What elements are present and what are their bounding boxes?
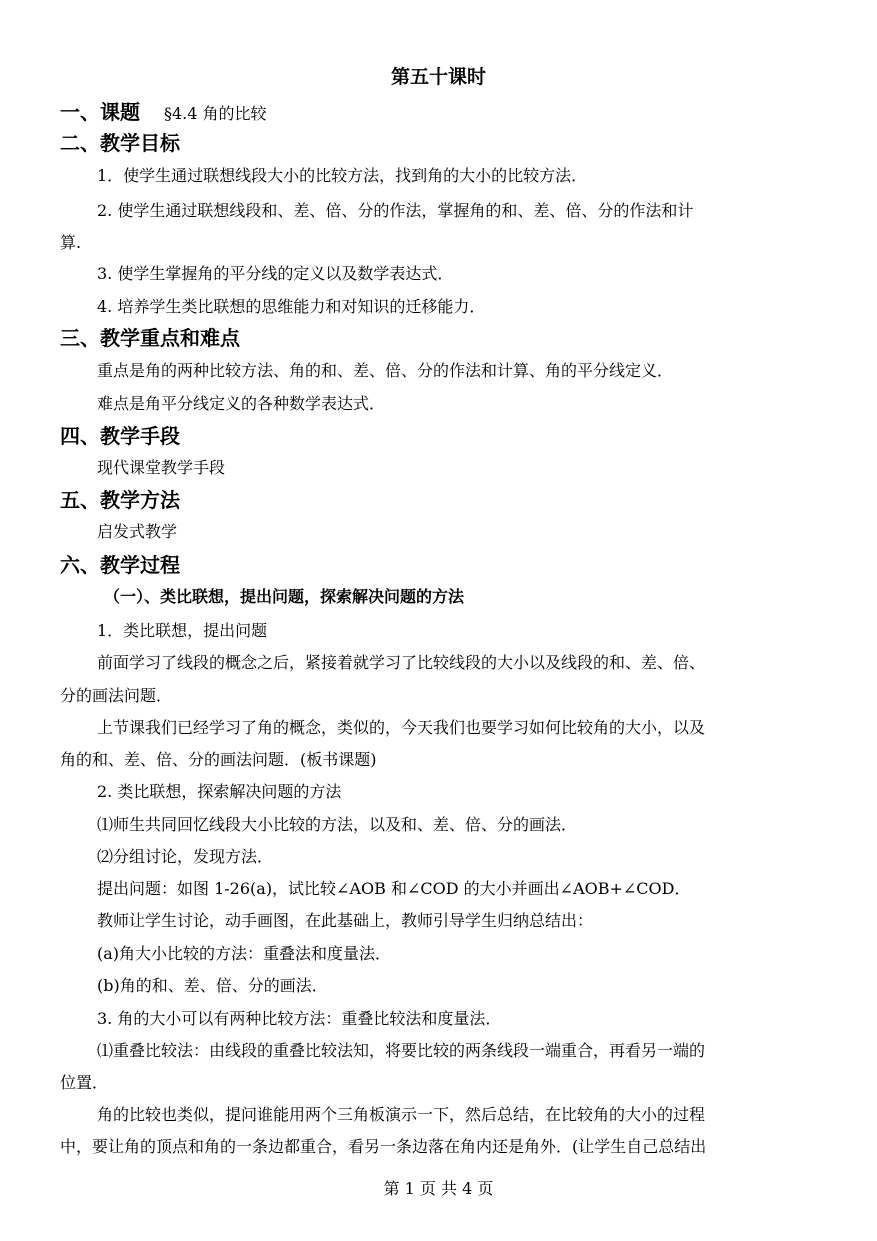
page-title: 第五十课时 [390,66,486,88]
paragraph-line: 3. 使学生掌握角的平分线的定义以及数学表达式． [97,264,454,283]
section-heading-5: 五、教学方法 [60,488,180,512]
paragraph-line: 4. 培养学生类比联想的思维能力和对知识的迁移能力． [97,297,486,316]
paragraph-line: 分的画法问题． [60,686,173,705]
paragraph-line: 1．类比联想，提出问题 [97,621,268,640]
section-heading-2: 二、教学目标 [60,131,180,155]
paragraph-line: 角的比较也类似，提问谁能用两个三角板演示一下，然后总结，在比较角的大小的过程 [97,1105,706,1124]
paragraph-line: 现代课堂教学手段 [97,458,226,477]
paragraph-line: 难点是角平分线定义的各种数学表达式． [97,394,386,413]
paragraph-line: 2. 使学生通过联想线段和、差、倍、分的作法，掌握角的和、差、倍、分的作法和计 [97,201,694,220]
section-heading-1-label: 一、课题 [60,100,140,124]
paragraph-line: 提出问题：如图 1-26(a)，试比较∠AOB 和∠COD 的大小并画出∠AOB+∠COD． [97,879,691,898]
paragraph-line: ⑴重叠比较法：由线段的重叠比较法知，将要比较的两条线段一端重合，再看另一端的 [97,1041,706,1060]
paragraph-line: 角的和、差、倍、分的画法问题．(板书课题) [60,750,377,769]
paragraph-line: ⑴师生共同回忆线段大小比较的方法，以及和、差、倍、分的画法． [97,815,578,834]
paragraph-line: 3. 角的大小可以有两种比较方法：重叠比较法和度量法． [97,1009,502,1028]
paragraph-line: 1．使学生通过联想线段大小的比较方法，找到角的大小的比较方法． [97,166,588,185]
paragraph-line: ⑵分组讨论，发现方法． [97,847,274,866]
subsection-heading: （一）、类比联想，提出问题，探索解决问题的方法 [104,587,465,606]
section-heading-6: 六、教学过程 [60,553,180,577]
paragraph-line: 2. 类比联想，探索解决问题的方法 [97,782,342,801]
paragraph-line: 上节课我们已经学习了角的概念，类似的，今天我们也要学习如何比较角的大小，以及 [97,718,706,737]
page-footer: 第 1 页 共 4 页 [383,1179,494,1198]
section-heading-1 [60,96,267,125]
paragraph-line: (a)角大小比较的方法：重叠法和度量法． [97,944,392,963]
paragraph-line: 启发式教学 [97,522,178,541]
section-heading-3: 三、教学重点和难点 [60,326,240,350]
paragraph-line: (b)角的和、差、倍、分的画法． [97,976,328,995]
section-heading-4: 四、教学手段 [60,424,180,448]
paragraph-line: 前面学习了线段的概念之后，紧接着就学习了比较线段的大小以及线段的和、差、倍、 [97,653,706,672]
paragraph-line: 教师让学生讨论，动手画图，在此基础上，教师引导学生归纳总结出： [97,911,594,930]
lesson-topic: §4.4 角的比较 [164,104,267,123]
paragraph-line: 位置． [60,1073,109,1092]
paragraph-line: 算. [60,233,82,252]
paragraph-line: 重点是角的两种比较方法、角的和、差、倍、分的作法和计算、角的平分线定义． [97,361,674,380]
paragraph-line: 中，要让角的顶点和角的一条边都重合，看另一条边落在角内还是角外．(让学生自己总结出 [60,1137,707,1156]
